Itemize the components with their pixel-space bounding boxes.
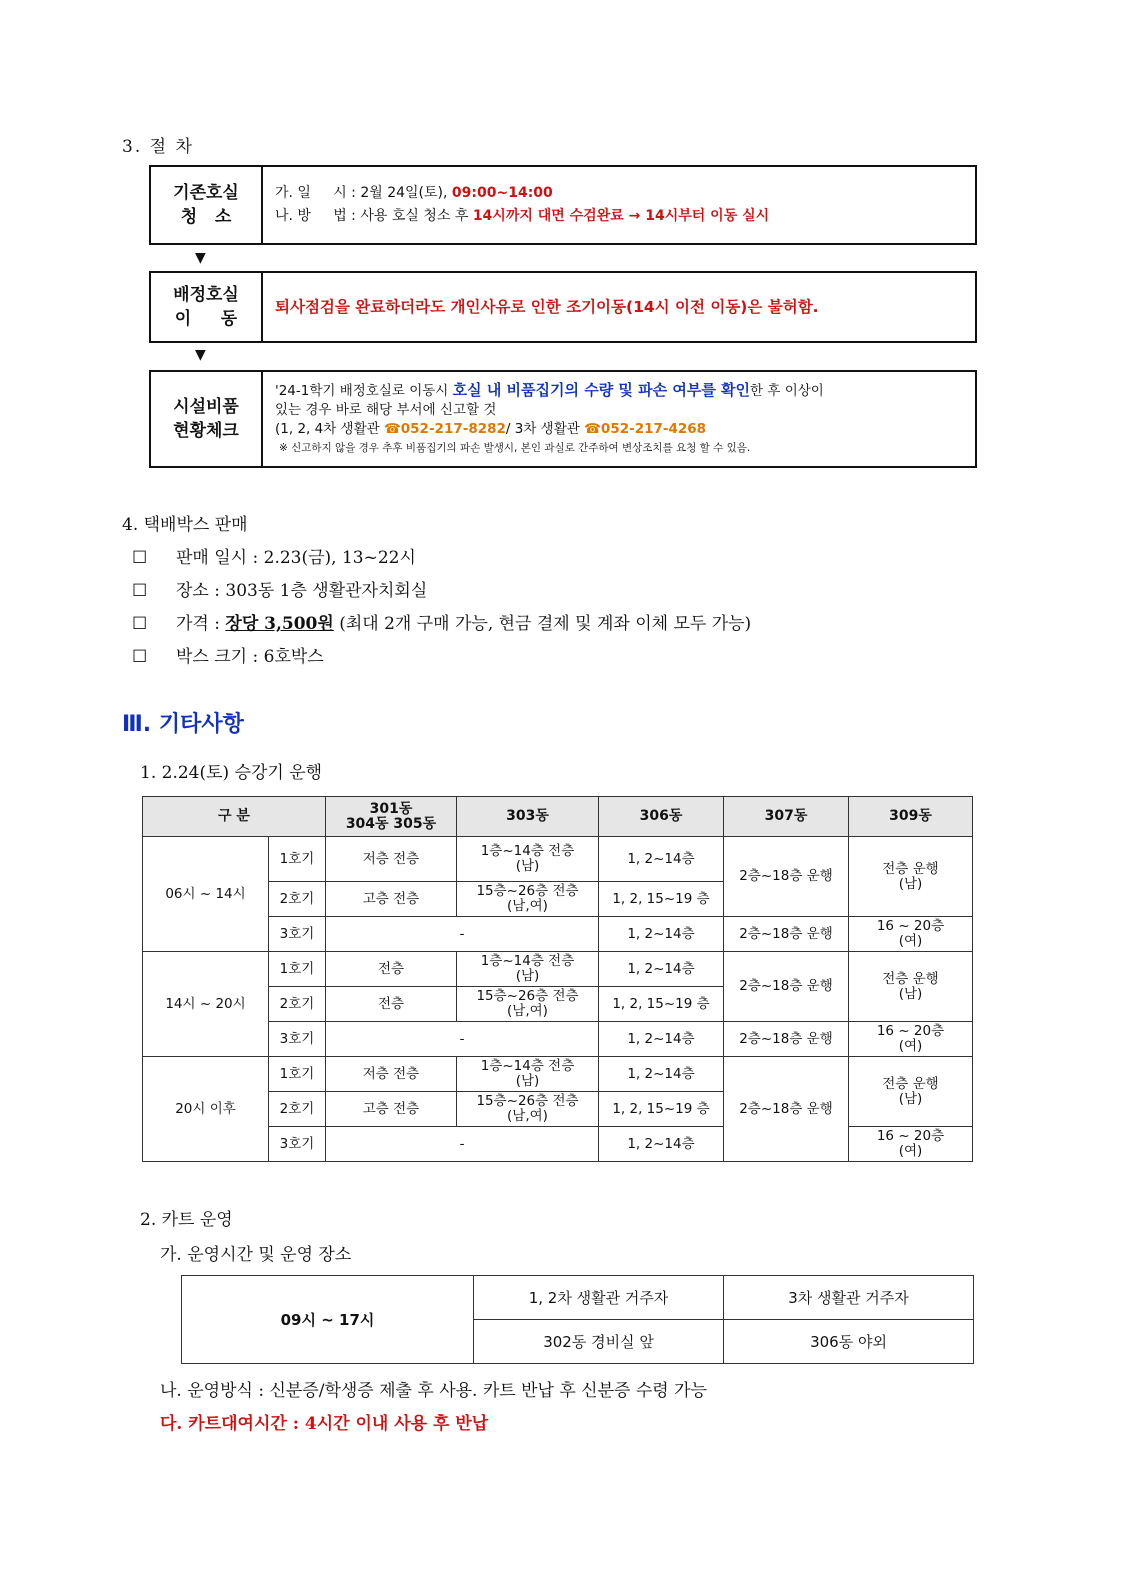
table-cell: 306동 야외 <box>724 1320 974 1364</box>
procedure-label <box>151 372 263 466</box>
table-cell: 16 ~ 20층 (여) <box>849 1127 973 1162</box>
table-cell: 3차 생활관 거주자 <box>724 1276 974 1320</box>
time-cell: 20시 이후 <box>143 1057 269 1162</box>
check-line2: 있는 경우 바로 해당 부서에 신고할 것 <box>275 401 497 418</box>
list-item: ☐ 장소 : 303동 1층 생활관자치회실 <box>132 581 428 601</box>
header-cell: 306동 <box>599 797 724 837</box>
table-cell: - <box>326 917 599 952</box>
section-iii-heading: Ⅲ. 기타사항 <box>122 712 244 737</box>
list-item: ☐ 박스 크기 : 6호박스 <box>132 647 324 667</box>
table-cell: 1, 2, 15~19 층 <box>599 987 724 1022</box>
cart-time-cell: 09시 ~ 17시 <box>182 1276 474 1364</box>
table-cell: 2층~18층 운행 <box>724 1022 849 1057</box>
table-cell: 2층~18층 운행 <box>724 1057 849 1162</box>
cart-rental-time: 다. 카트대여시간 : 4시간 이내 사용 후 반납 <box>160 1414 489 1434</box>
table-cell: 전층 운행 (남) <box>849 1057 973 1127</box>
elevator-heading: 1. 2.24(토) 승강기 운행 <box>140 763 323 783</box>
table-cell: 고층 전층 <box>326 882 457 917</box>
price-value: 장당 3,500원 <box>225 614 334 634</box>
table-cell: 15층~26층 전층 (남,여) <box>457 1092 599 1127</box>
header-cell: 307동 <box>724 797 849 837</box>
label-line1: 기존호실 <box>173 183 239 203</box>
table-cell: 1, 2, 15~19 층 <box>599 882 724 917</box>
label-line2: 현황체크 <box>173 421 239 441</box>
cart-table <box>181 1275 974 1364</box>
table-cell: 1, 2~14층 <box>599 1022 724 1057</box>
unit-cell: 2호기 <box>269 987 326 1022</box>
table-cell: 전층 운행 (남) <box>849 837 973 917</box>
table-cell: 1, 2~14층 <box>599 837 724 882</box>
unit-cell: 3호기 <box>269 1022 326 1057</box>
procedure-label <box>151 167 263 243</box>
unit-cell: 3호기 <box>269 1127 326 1162</box>
label-line1: 배정호실 <box>173 285 239 305</box>
list-item: ☐ 판매 일시 : 2.23(금), 13~22시 <box>132 548 416 568</box>
header-cell: 309동 <box>849 797 973 837</box>
table-cell: 저층 전층 <box>326 837 457 882</box>
table-cell: 1층~14층 전층 (남) <box>457 952 599 987</box>
down-arrow-icon: ▼ <box>195 250 206 266</box>
check-line3: (1, 2, 4차 생활관 ☎052-217-8282/ 3차 생활관 ☎052-217-4268 <box>275 420 707 437</box>
procedure-box-cleaning <box>149 165 977 245</box>
unit-cell: 1호기 <box>269 837 326 882</box>
table-row <box>182 1276 974 1320</box>
label-line2: 청 소 <box>180 207 232 227</box>
table-cell: - <box>326 1022 599 1057</box>
checkbox-icon: ☐ <box>132 548 148 568</box>
table-cell: 저층 전층 <box>326 1057 457 1092</box>
move-notice: 퇴사점검을 완료하더라도 개인사유로 인한 조기이동(14시 이전 이동)은 불허함. <box>275 297 819 316</box>
table-cell: 1, 2~14층 <box>599 917 724 952</box>
table-cell: 1층~14층 전층 (남) <box>457 1057 599 1092</box>
procedure-body <box>263 167 975 243</box>
list-item: ☐ 가격 : 장당 3,500원 (최대 2개 구매 가능, 현금 결제 및 계좌 이체 모두 가능) <box>132 614 752 634</box>
section4-heading: 4. 택배박스 판매 <box>122 515 248 535</box>
table-cell: 15층~26층 전층 (남,여) <box>457 987 599 1022</box>
table-cell: 16 ~ 20층 (여) <box>849 917 973 952</box>
table-cell: 2층~18층 운행 <box>724 952 849 1022</box>
down-arrow-icon: ▼ <box>195 347 206 363</box>
checkbox-icon: ☐ <box>132 614 148 634</box>
label-line2: 이 동 <box>174 309 238 329</box>
procedure-box-move <box>149 271 977 343</box>
table-cell: 1, 2~14층 <box>599 952 724 987</box>
label-line1: 시설비품 <box>173 397 239 417</box>
unit-cell: 2호기 <box>269 1092 326 1127</box>
table-cell: 1, 2~14층 <box>599 1057 724 1092</box>
unit-cell: 1호기 <box>269 952 326 987</box>
table-cell: 1층~14층 전층 (남) <box>457 837 599 882</box>
table-header-row <box>143 797 973 837</box>
unit-cell: 3호기 <box>269 917 326 952</box>
unit-cell: 2호기 <box>269 882 326 917</box>
cleaning-date-line: 가. 일 시 : 2월 24일(토), 09:00~14:00 <box>275 185 553 201</box>
section3-heading: 3. 절 차 <box>122 137 194 157</box>
procedure-box-check <box>149 370 977 468</box>
procedure-body <box>263 372 975 466</box>
time-cell: 14시 ~ 20시 <box>143 952 269 1057</box>
table-cell: 전층 운행 (남) <box>849 952 973 1022</box>
cart-method: 나. 운영방식 : 신분증/학생증 제출 후 사용. 카트 반납 후 신분증 수령 가능 <box>160 1381 707 1401</box>
table-cell: 전층 <box>326 987 457 1022</box>
procedure-body <box>263 273 975 341</box>
check-note: ※ 신고하지 않을 경우 추후 비품집기의 파손 발생시, 본인 과실로 간주하여 변상조치를 요청 할 수 있음. <box>279 441 751 454</box>
elevator-table <box>142 796 973 1162</box>
checkbox-icon: ☐ <box>132 647 148 667</box>
table-cell: 1, 2차 생활관 거주자 <box>474 1276 724 1320</box>
table-row <box>143 952 973 987</box>
table-row <box>143 1057 973 1092</box>
cart-subheading: 가. 운영시간 및 운영 장소 <box>160 1245 352 1265</box>
table-cell: - <box>326 1127 599 1162</box>
time-cell: 06시 ~ 14시 <box>143 837 269 952</box>
checkbox-icon: ☐ <box>132 581 148 601</box>
table-cell: 2층~18층 운행 <box>724 917 849 952</box>
procedure-label <box>151 273 263 341</box>
table-cell: 1, 2, 15~19 층 <box>599 1092 724 1127</box>
cart-heading: 2. 카트 운영 <box>140 1210 233 1230</box>
table-cell: 302동 경비실 앞 <box>474 1320 724 1364</box>
header-cell: 301동 304동 305동 <box>326 797 457 837</box>
table-cell: 16 ~ 20층 (여) <box>849 1022 973 1057</box>
table-cell: 15층~26층 전층 (남,여) <box>457 882 599 917</box>
table-cell: 2층~18층 운행 <box>724 837 849 917</box>
unit-cell: 1호기 <box>269 1057 326 1092</box>
table-cell: 고층 전층 <box>326 1092 457 1127</box>
table-cell: 전층 <box>326 952 457 987</box>
header-cell: 303동 <box>457 797 599 837</box>
header-cell: 구 분 <box>143 797 326 837</box>
cleaning-method-line: 나. 방 법 : 사용 호실 청소 후 14시까지 대면 수검완료 → 14시부터 이동 실시 <box>275 208 770 224</box>
table-row <box>143 837 973 882</box>
check-line1: '24-1학기 배정호실로 이동시 호실 내 비품집기의 수량 및 파손 여부를 확인한 후 이상이 <box>275 380 824 399</box>
table-cell: 1, 2~14층 <box>599 1127 724 1162</box>
